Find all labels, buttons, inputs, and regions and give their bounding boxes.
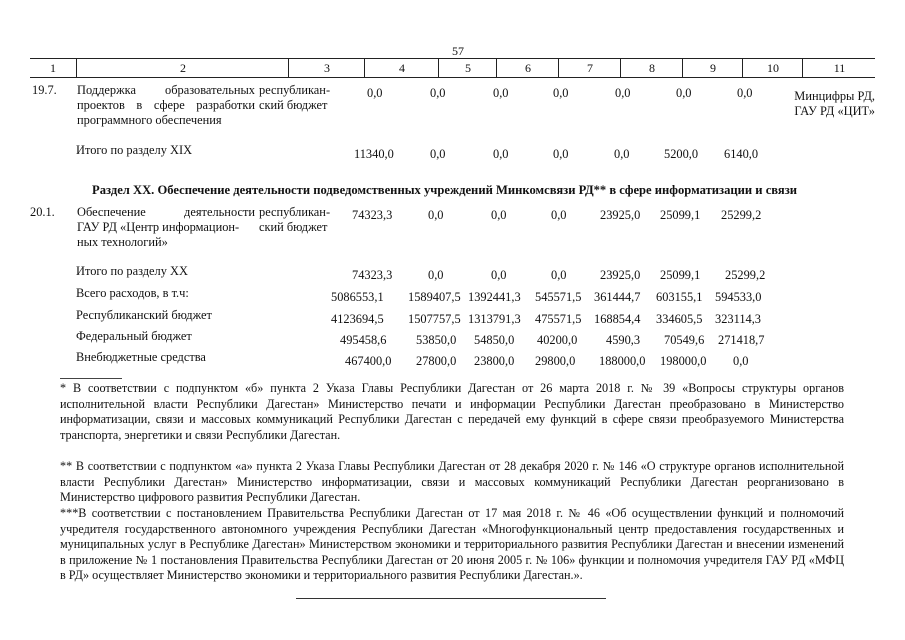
row-19-7-executor: [780, 89, 875, 119]
row-20-1-value: 25099,1: [660, 208, 701, 222]
summary-value: 40200,0: [537, 333, 578, 347]
summary-value: 0,0: [491, 268, 507, 282]
summary-value: 23925,0: [600, 268, 641, 282]
summary-value: 0,0: [551, 268, 567, 282]
total-xix-label: Итого по разделу XIX: [76, 143, 193, 157]
summary-label: Внебюджетные средства: [76, 350, 206, 364]
row-19-7-value: 0,0: [676, 86, 692, 100]
row-20-1-number: 20.1.: [30, 205, 55, 219]
summary-value: 1313791,3: [468, 312, 521, 326]
column-header-8: 8: [620, 59, 683, 77]
footnote-separator: [60, 378, 122, 379]
row-19-7-description-line: программного обеспечения: [77, 113, 222, 127]
row-20-1-source: [259, 205, 330, 235]
total-xix-value: 5200,0: [664, 147, 699, 161]
summary-value: 0,0: [428, 268, 444, 282]
summary-label: Федеральный бюджет: [76, 329, 192, 343]
summary-value: 25299,2: [725, 268, 766, 282]
total-xix-value: 6140,0: [724, 147, 759, 161]
column-header-5: 5: [438, 59, 497, 77]
summary-value: 475571,5: [535, 312, 582, 326]
summary-value: 23800,0: [474, 354, 515, 368]
row-20-1-value: 23925,0: [600, 208, 641, 222]
summary-value: 1507757,5: [408, 312, 461, 326]
end-separator: [296, 598, 606, 599]
column-header-11: 11: [802, 59, 876, 77]
summary-value: 198000,0: [660, 354, 707, 368]
summary-label: Итого по разделу XX: [76, 264, 188, 278]
summary-value: 74323,3: [352, 268, 393, 282]
footnote-3: ***В соответствии с постановлением Правительства Республики Дагестан от 17 мая 2018 г. № 46 «Об осуществлении функций и полномочий учредителя государственного автономного учреждения Республики Дагестан «Многофункциональный центр предоставления государственных и муниципальных услуг в Республике Дагестан» Министерством экономики и территориального развития Республики Дагестан и внесении изменений в приложение № 1 постановления Правительства Республики Дагестан от 20 июня 2005 г. № 106» функции и полномочия учредителя ГАУ РД «МФЦ в РД» осуществляет Министерство экономики и территориального развития Республики Дагестан.».: [60, 506, 844, 583]
row-19-7-value: 0,0: [615, 86, 631, 100]
summary-value: 188000,0: [599, 354, 646, 368]
row-19-7-description: [77, 83, 255, 128]
footnote-1: * В соответствии с подпунктом «б» пункта 2 Указа Главы Республики Дагестан от 26 марта 2018 г. № 39 «Вопросы структуры органов исполнительной власти Республики Дагестан» Министерство печати и информации Республики Дагестан преобразовано в Министерство информатизации, связи и массовых коммуникаций Республики Дагестан с передачей ему функций в сфере связи преобразуемого Министерства транспорта, энергетики и связи Республики Дагестан.: [60, 381, 844, 442]
footnote-2: ** В соответствии с подпунктом «а» пункта 2 Указа Главы Республики Дагестан от 28 декабря 2020 г. № 146 «О структуре органов исполнительной власти Республики Дагестан» Министерство информатизации, связи и массовых коммуникаций Республики Дагестан реорганизовано в Министерство цифрового развития Республики Дагестан.: [60, 459, 844, 505]
summary-value: 1392441,3: [468, 290, 521, 304]
summary-value: 70549,6: [664, 333, 705, 347]
column-header-2: 2: [76, 59, 289, 77]
total-xix-value: 0,0: [430, 147, 446, 161]
row-19-7-value: 0,0: [367, 86, 383, 100]
column-header-1: 1: [50, 61, 56, 75]
summary-value: 467400,0: [345, 354, 392, 368]
row-19-7-source-line: ский бюджет: [259, 98, 328, 112]
summary-value: 29800,0: [535, 354, 576, 368]
row-20-1-description-line: ГАУ РД «Центр информацион-: [77, 220, 240, 234]
summary-value: 25099,1: [660, 268, 701, 282]
row-20-1-value: 25299,2: [721, 208, 762, 222]
total-xix-value: 11340,0: [354, 147, 394, 161]
row-19-7-value: 0,0: [493, 86, 509, 100]
summary-value: 5086553,1: [331, 290, 384, 304]
row-19-7-number: 19.7.: [32, 83, 57, 97]
summary-value: 4590,3: [606, 333, 641, 347]
summary-value: 0,0: [733, 354, 749, 368]
summary-label: Всего расходов, в т.ч:: [76, 286, 189, 300]
summary-value: 334605,5: [656, 312, 703, 326]
row-19-7-value: 0,0: [430, 86, 446, 100]
summary-value: 323114,3: [715, 312, 762, 326]
row-20-1-value: 0,0: [491, 208, 507, 222]
row-20-1-description-line: ных технологий»: [77, 235, 168, 249]
row-20-1-description: [77, 205, 255, 250]
row-19-7-description-line: Поддержка образовательных: [77, 83, 255, 97]
column-header-7: 7: [558, 59, 621, 77]
summary-value: 4123694,5: [331, 312, 384, 326]
summary-value: 168854,4: [594, 312, 641, 326]
row-20-1-description-line: Обеспечение деятельности: [77, 205, 255, 219]
row-20-1-source-line: ский бюджет: [259, 220, 328, 234]
summary-value: 1589407,5: [408, 290, 461, 304]
total-xix-value: 0,0: [553, 147, 569, 161]
total-xix-value: 0,0: [614, 147, 630, 161]
row-19-7-value: 0,0: [553, 86, 569, 100]
summary-value: 545571,5: [535, 290, 582, 304]
summary-value: 53850,0: [416, 333, 457, 347]
row-20-1-value: 74323,3: [352, 208, 393, 222]
row-19-7-description-line: проектов в сфере разработки: [77, 98, 255, 112]
column-header-9: 9: [682, 59, 743, 77]
total-xix-value: 0,0: [493, 147, 509, 161]
summary-value: 603155,1: [656, 290, 703, 304]
table-header-row: [30, 58, 875, 78]
row-19-7-source-line: республикан-: [259, 83, 331, 97]
row-20-1-value: 0,0: [428, 208, 444, 222]
row-19-7-value: 0,0: [737, 86, 753, 100]
section-xx-title: Раздел XX. Обеспечение деятельности подведомственных учреждений Минкомсвязи РД** в сфере информатизации и связи: [92, 183, 798, 197]
summary-label: Республиканский бюджет: [76, 308, 212, 322]
summary-value: 594533,0: [715, 290, 762, 304]
row-20-1-value: 0,0: [551, 208, 567, 222]
column-header-6: 6: [496, 59, 559, 77]
summary-value: 361444,7: [594, 290, 641, 304]
summary-value: 54850,0: [474, 333, 515, 347]
column-header-4: 4: [364, 59, 439, 77]
page-number: 57: [452, 44, 464, 58]
summary-value: 27800,0: [416, 354, 457, 368]
row-19-7-executor-line: ГАУ РД «ЦИТ»: [794, 104, 875, 118]
column-header-3: 3: [288, 59, 365, 77]
row-19-7-executor-line: Минцифры РД,: [794, 89, 875, 103]
column-header-10: 10: [742, 59, 803, 77]
summary-value: 495458,6: [340, 333, 387, 347]
row-19-7-source: [259, 83, 330, 113]
row-20-1-source-line: республикан-: [259, 205, 331, 219]
summary-value: 271418,7: [718, 333, 765, 347]
